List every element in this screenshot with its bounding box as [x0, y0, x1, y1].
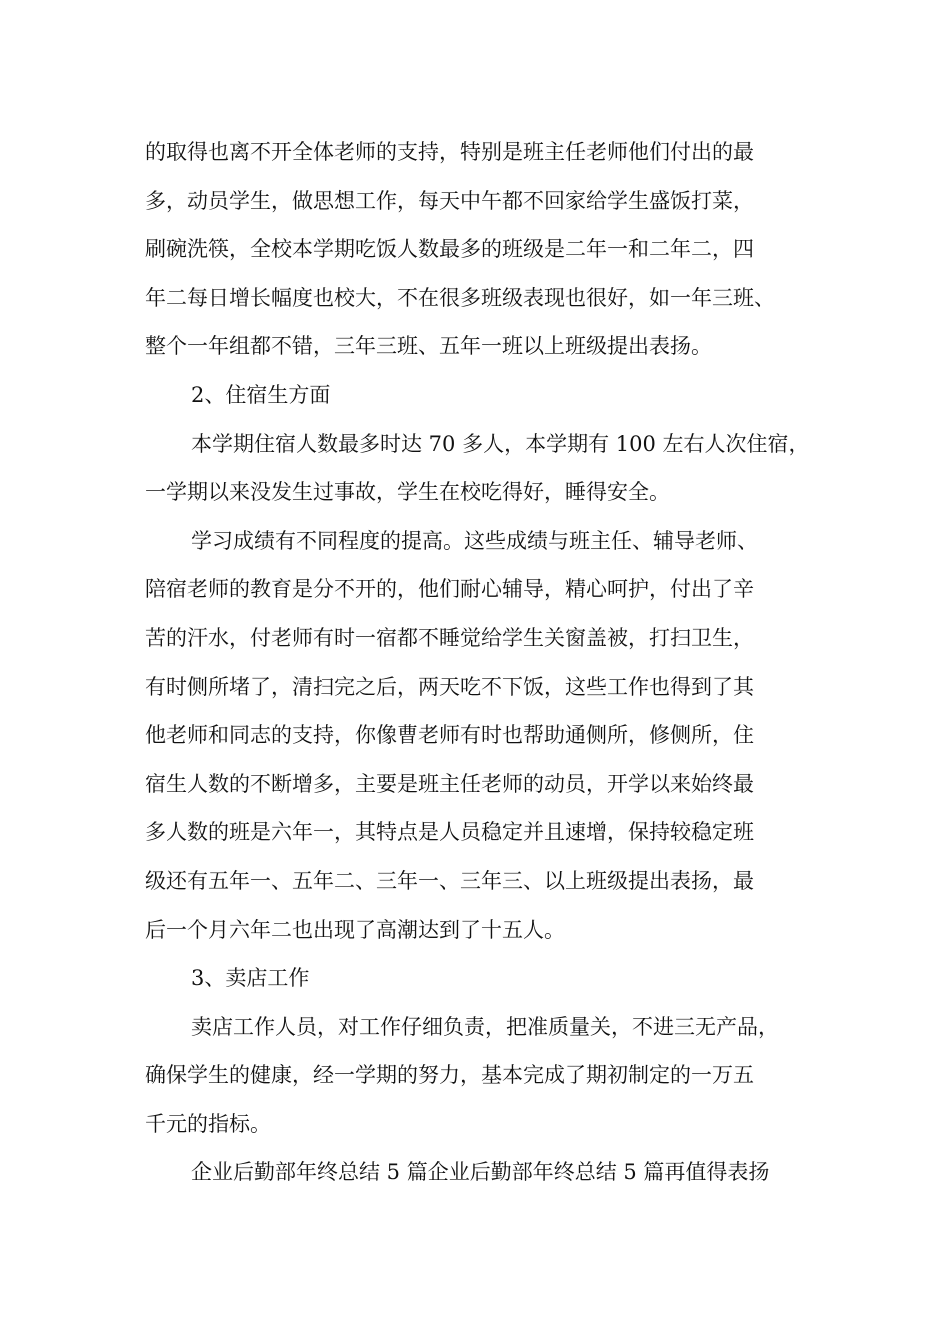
- text-line: 他老师和同志的支持，你像曹老师有时也帮助通侧所，修侧所，住: [145, 723, 754, 748]
- section-heading: 2、住宿生方面: [191, 382, 331, 407]
- text-line: 刷碗洗筷，全校本学期吃饭人数最多的班级是二年一和二年二，四: [145, 237, 754, 262]
- text-line: 千元的指标。: [145, 1111, 271, 1136]
- text-line: 企业后勤部年终总结 5 篇企业后勤部年终总结 5 篇再值得表扬: [191, 1160, 770, 1185]
- text-line: 年二每日增长幅度也校大，不在很多班级表现也很好，如一年三班、: [145, 285, 775, 310]
- text-line: 的取得也离不开全体老师的支持，特别是班主任老师他们付出的最: [145, 140, 754, 164]
- text-line: 有时侧所堵了，清扫完之后，两天吃不下饭，这些工作也得到了其: [145, 674, 754, 699]
- body-text: [145, 128, 835, 1197]
- text-line: 学习成绩有不同程度的提高。这些成绩与班主任、辅导老师、: [191, 528, 758, 553]
- text-line: 多，动员学生，做思想工作，每天中午都不回家给学生盛饭打菜，: [145, 188, 754, 213]
- section-heading: 3、卖店工作: [191, 966, 310, 991]
- text-line: 后一个月六年二也出现了高潮达到了十五人。: [145, 917, 565, 942]
- text-line: 宿生人数的不断增多，主要是班主任老师的动员，开学以来始终最: [145, 771, 754, 796]
- text-line: 陪宿老师的教育是分不开的，他们耐心辅导，精心呵护，付出了辛: [145, 577, 754, 602]
- text-line: 级还有五年一、五年二、三年一、三年三、以上班级提出表扬，最: [145, 868, 754, 893]
- text-line: 多人数的班是六年一，其特点是人员稳定并且速增，保持较稳定班: [145, 820, 754, 845]
- text-line: 卖店工作人员，对工作仔细负责，把准质量关，不进三无产品，: [191, 1014, 779, 1039]
- text-line: 本学期住宿人数最多时达 70 多人，本学期有 100 左右人次住宿，: [191, 431, 810, 456]
- text-line: 整个一年组都不错，三年三班、五年一班以上班级提出表扬。: [145, 334, 712, 359]
- text-line: 确保学生的健康，经一学期的努力，基本完成了期初制定的一万五: [145, 1063, 754, 1088]
- text-line: 苦的汗水，付老师有时一宿都不睡觉给学生关窗盖被，打扫卫生，: [145, 625, 754, 650]
- text-line: 一学期以来没发生过事故，学生在校吃得好，睡得安全。: [145, 480, 670, 505]
